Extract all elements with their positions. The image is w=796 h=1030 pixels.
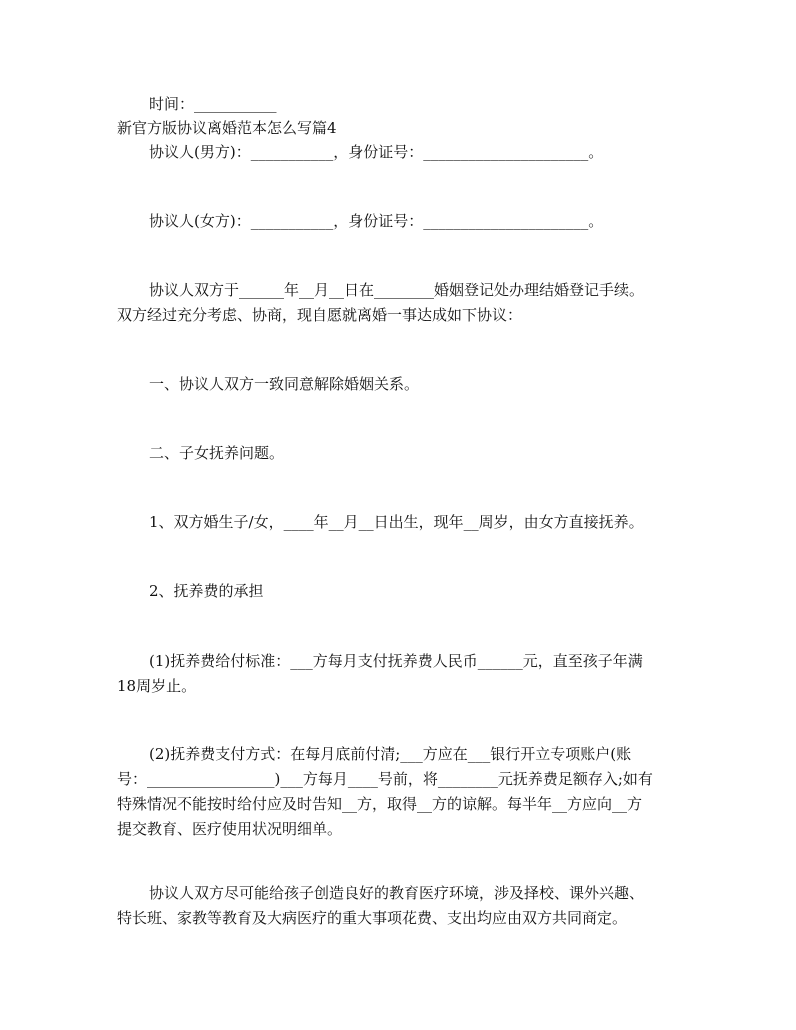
subitem-1-line-2: 18周岁止。 <box>117 677 197 695</box>
subitem-1-line-1: (1)抚养费给付标准：___方每月支付抚养费人民币______元，直至孩子年满 <box>149 652 643 670</box>
final-paragraph-line-1: 协议人双方尽可能给孩子创造良好的教育医疗环境，涉及择校、课外兴趣、 <box>149 884 645 902</box>
party-male-line: 协议人(男方)：___________，身份证号：______________________。 <box>149 143 604 161</box>
party-female-line: 协议人(女方)：___________，身份证号：______________________。 <box>149 212 604 230</box>
item-1: 1、双方婚生子/女，____年__月__日出生，现年__周岁，由女方直接抚养。 <box>149 513 644 531</box>
time-line: 时间：___________ <box>149 95 277 113</box>
subitem-2-line-2: 号：_________________)___方每月____号前，将________元抚养费足额存入;如有 <box>117 770 653 788</box>
document-heading: 新官方版协议离婚范本怎么写篇4 <box>117 119 337 137</box>
final-paragraph-line-2: 特长班、家教等教育及大病医疗的重大事项花费、支出均应由双方共同商定。 <box>117 909 628 927</box>
subitem-2-line-4: 提交教育、医疗使用状况明细单。 <box>117 820 343 838</box>
subitem-2-line-1: (2)抚养费支付方式：在每月底前付清;___方应在___银行开立专项账户(账 <box>149 745 632 763</box>
subitem-2-line-3: 特殊情况不能按时给付应及时告知__方，取得__方的谅解。每半年__方应向__方 <box>117 795 643 813</box>
intro-paragraph-line-2: 双方经过充分考虑、协商，现自愿就离婚一事达成如下协议： <box>117 306 523 324</box>
clause-1: 一、协议人双方一致同意解除婚姻关系。 <box>149 375 420 393</box>
intro-paragraph-line-1: 协议人双方于______年__月__日在________婚姻登记处办理结婚登记手续。 <box>149 281 645 299</box>
item-2: 2、抚养费的承担 <box>149 582 264 600</box>
clause-2: 二、子女抚养问题。 <box>149 444 285 462</box>
